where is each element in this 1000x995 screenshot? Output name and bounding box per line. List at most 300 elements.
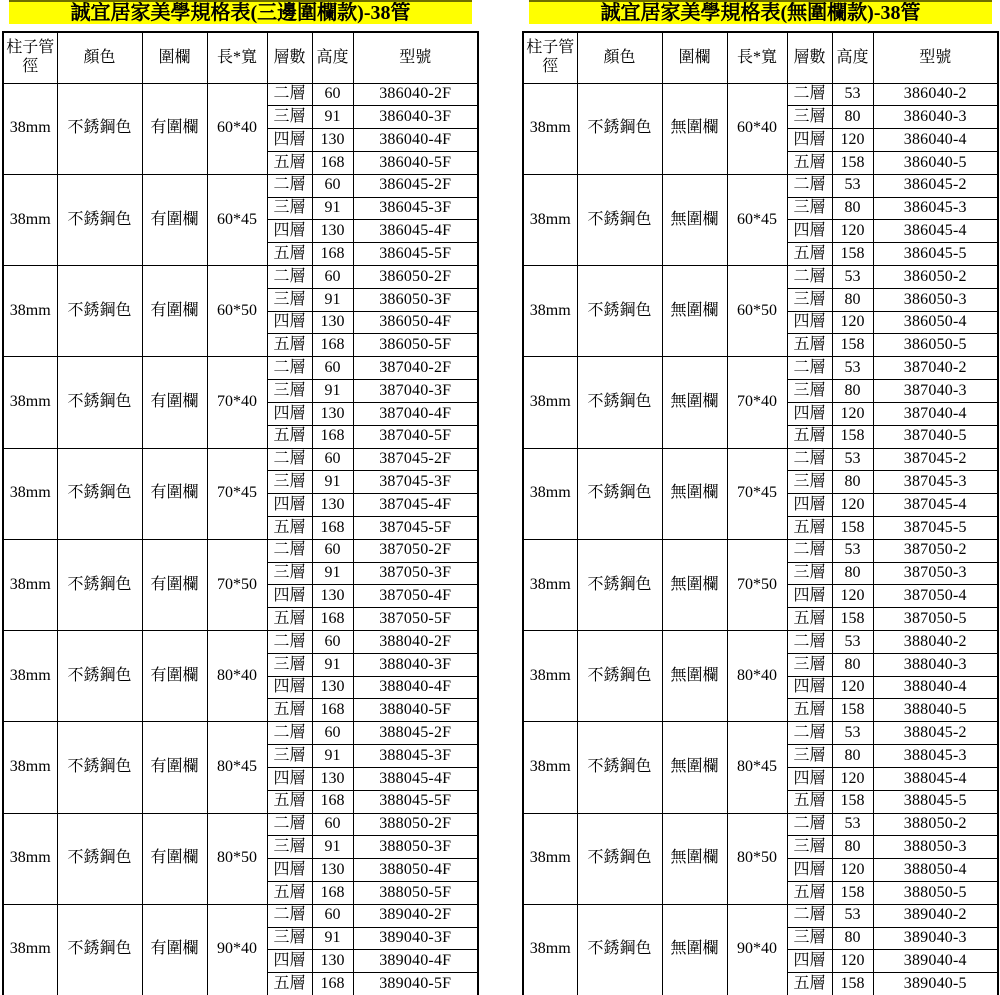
cell-height: 91 — [312, 836, 353, 859]
cell-layers: 二層 — [267, 174, 312, 197]
cell-color: 不銹鋼色 — [57, 904, 142, 995]
table-row — [523, 357, 998, 380]
cell-fence: 有圍欄 — [142, 722, 207, 813]
cell-size: 90*40 — [207, 904, 267, 995]
cell-layers: 二層 — [267, 357, 312, 380]
table-row — [3, 266, 478, 289]
cell-fence: 有圍欄 — [142, 631, 207, 722]
cell-layers: 五層 — [787, 151, 832, 174]
cell-fence: 有圍欄 — [142, 448, 207, 539]
cell-model: 386050-5 — [873, 334, 998, 357]
cell-height: 120 — [832, 676, 873, 699]
cell-size: 70*50 — [207, 539, 267, 630]
cell-color: 不銹鋼色 — [57, 266, 142, 357]
cell-color: 不銹鋼色 — [577, 904, 662, 995]
cell-model: 386045-2 — [873, 174, 998, 197]
column-header-size: 長*寬 — [727, 32, 787, 83]
cell-size: 80*50 — [727, 813, 787, 904]
cell-model: 386040-4F — [353, 129, 478, 152]
cell-layers: 五層 — [787, 790, 832, 813]
cell-height: 80 — [832, 106, 873, 129]
cell-layers: 四層 — [267, 676, 312, 699]
cell-height: 91 — [312, 745, 353, 768]
cell-layers: 五層 — [787, 425, 832, 448]
cell-model: 387045-2F — [353, 448, 478, 471]
cell-model: 386045-5F — [353, 243, 478, 266]
cell-model: 388040-2 — [873, 631, 998, 654]
cell-layers: 五層 — [787, 243, 832, 266]
table-title: 誠宜居家美學規格表(三邊圍欄款)-38管 — [9, 0, 472, 24]
cell-size: 60*45 — [727, 174, 787, 265]
table-row — [3, 631, 478, 654]
column-header-layers: 層數 — [787, 32, 832, 83]
cell-layers: 四層 — [787, 767, 832, 790]
cell-layers: 三層 — [267, 745, 312, 768]
cell-diameter: 38mm — [3, 448, 57, 539]
cell-layers: 三層 — [787, 288, 832, 311]
cell-diameter: 38mm — [3, 813, 57, 904]
column-header-layers: 層數 — [267, 32, 312, 83]
cell-height: 80 — [832, 288, 873, 311]
cell-model: 386050-4F — [353, 311, 478, 334]
cell-height: 158 — [832, 608, 873, 631]
cell-model: 388045-4F — [353, 767, 478, 790]
cell-diameter: 38mm — [523, 448, 577, 539]
cell-layers: 二層 — [787, 722, 832, 745]
cell-diameter: 38mm — [3, 174, 57, 265]
cell-model: 387045-3F — [353, 471, 478, 494]
cell-layers: 四層 — [267, 220, 312, 243]
cell-height: 91 — [312, 653, 353, 676]
cell-model: 387045-2 — [873, 448, 998, 471]
cell-height: 130 — [312, 859, 353, 882]
cell-size: 70*45 — [727, 448, 787, 539]
spec-table-right-section — [522, 0, 997, 995]
header-row — [3, 32, 478, 83]
cell-layers: 二層 — [787, 813, 832, 836]
cell-height: 168 — [312, 881, 353, 904]
cell-diameter: 38mm — [523, 631, 577, 722]
cell-fence: 無圍欄 — [662, 631, 727, 722]
cell-layers: 三層 — [787, 653, 832, 676]
cell-diameter: 38mm — [523, 83, 577, 174]
cell-model: 386045-3F — [353, 197, 478, 220]
cell-layers: 三層 — [267, 288, 312, 311]
cell-model: 386050-3 — [873, 288, 998, 311]
table-row — [523, 83, 998, 106]
cell-fence: 無圍欄 — [662, 904, 727, 995]
cell-height: 120 — [832, 585, 873, 608]
cell-diameter: 38mm — [523, 266, 577, 357]
cell-layers: 五層 — [267, 790, 312, 813]
cell-fence: 無圍欄 — [662, 83, 727, 174]
cell-height: 130 — [312, 129, 353, 152]
cell-height: 158 — [832, 243, 873, 266]
cell-layers: 四層 — [787, 311, 832, 334]
cell-model: 387050-5F — [353, 608, 478, 631]
cell-fence: 無圍欄 — [662, 174, 727, 265]
cell-layers: 三層 — [267, 836, 312, 859]
cell-layers: 三層 — [787, 927, 832, 950]
cell-model: 389040-4 — [873, 950, 998, 973]
cell-layers: 五層 — [267, 608, 312, 631]
cell-fence: 無圍欄 — [662, 448, 727, 539]
cell-layers: 三層 — [267, 653, 312, 676]
cell-height: 53 — [832, 539, 873, 562]
table-row — [3, 174, 478, 197]
cell-height: 130 — [312, 676, 353, 699]
cell-color: 不銹鋼色 — [577, 631, 662, 722]
cell-model: 387050-4F — [353, 585, 478, 608]
cell-height: 158 — [832, 790, 873, 813]
cell-model: 387045-4F — [353, 494, 478, 517]
table-row — [523, 539, 998, 562]
cell-layers: 四層 — [787, 676, 832, 699]
column-header-color: 顏色 — [57, 32, 142, 83]
cell-color: 不銹鋼色 — [57, 448, 142, 539]
cell-height: 130 — [312, 311, 353, 334]
cell-height: 120 — [832, 311, 873, 334]
cell-color: 不銹鋼色 — [57, 631, 142, 722]
cell-color: 不銹鋼色 — [57, 174, 142, 265]
column-header-size: 長*寬 — [207, 32, 267, 83]
table-row — [523, 813, 998, 836]
cell-layers: 五層 — [267, 243, 312, 266]
table-row — [523, 448, 998, 471]
cell-height: 168 — [312, 699, 353, 722]
cell-model: 386040-4 — [873, 129, 998, 152]
cell-layers: 二層 — [267, 539, 312, 562]
cell-layers: 五層 — [267, 973, 312, 995]
cell-height: 60 — [312, 448, 353, 471]
cell-fence: 有圍欄 — [142, 813, 207, 904]
cell-height: 120 — [832, 859, 873, 882]
cell-layers: 四層 — [267, 585, 312, 608]
cell-height: 91 — [312, 471, 353, 494]
cell-height: 53 — [832, 448, 873, 471]
cell-height: 158 — [832, 881, 873, 904]
cell-height: 158 — [832, 151, 873, 174]
cell-model: 388050-5F — [353, 881, 478, 904]
cell-layers: 三層 — [267, 927, 312, 950]
table-row — [3, 83, 478, 106]
cell-height: 80 — [832, 197, 873, 220]
cell-height: 158 — [832, 699, 873, 722]
cell-color: 不銹鋼色 — [57, 83, 142, 174]
cell-layers: 四層 — [787, 220, 832, 243]
cell-layers: 五層 — [267, 881, 312, 904]
table-row — [3, 813, 478, 836]
cell-height: 60 — [312, 631, 353, 654]
cell-size: 70*45 — [207, 448, 267, 539]
cell-layers: 二層 — [787, 357, 832, 380]
cell-model: 388040-2F — [353, 631, 478, 654]
cell-layers: 二層 — [787, 631, 832, 654]
cell-layers: 二層 — [787, 539, 832, 562]
cell-model: 389040-2F — [353, 904, 478, 927]
cell-color: 不銹鋼色 — [577, 813, 662, 904]
cell-model: 386045-5 — [873, 243, 998, 266]
cell-model: 387050-2 — [873, 539, 998, 562]
cell-model: 388040-4F — [353, 676, 478, 699]
cell-height: 120 — [832, 402, 873, 425]
cell-model: 388040-5F — [353, 699, 478, 722]
cell-model: 389040-3F — [353, 927, 478, 950]
cell-layers: 三層 — [267, 471, 312, 494]
cell-diameter: 38mm — [523, 904, 577, 995]
cell-layers: 二層 — [787, 266, 832, 289]
cell-size: 80*45 — [727, 722, 787, 813]
cell-height: 168 — [312, 608, 353, 631]
cell-color: 不銹鋼色 — [577, 357, 662, 448]
cell-height: 130 — [312, 220, 353, 243]
cell-height: 91 — [312, 562, 353, 585]
cell-layers: 三層 — [267, 106, 312, 129]
cell-model: 388050-3 — [873, 836, 998, 859]
cell-color: 不銹鋼色 — [57, 813, 142, 904]
cell-size: 70*40 — [727, 357, 787, 448]
cell-layers: 三層 — [267, 562, 312, 585]
cell-height: 60 — [312, 813, 353, 836]
table-row — [523, 722, 998, 745]
cell-layers: 二層 — [267, 83, 312, 106]
column-header-color: 顏色 — [577, 32, 662, 83]
cell-size: 80*40 — [727, 631, 787, 722]
cell-layers: 三層 — [787, 745, 832, 768]
cell-color: 不銹鋼色 — [577, 448, 662, 539]
cell-color: 不銹鋼色 — [577, 83, 662, 174]
cell-diameter: 38mm — [3, 722, 57, 813]
cell-model: 388040-3F — [353, 653, 478, 676]
cell-model: 387045-5 — [873, 516, 998, 539]
cell-height: 60 — [312, 266, 353, 289]
cell-model: 389040-5 — [873, 973, 998, 995]
cell-fence: 無圍欄 — [662, 813, 727, 904]
cell-layers: 五層 — [267, 516, 312, 539]
cell-height: 168 — [312, 334, 353, 357]
cell-height: 60 — [312, 904, 353, 927]
cell-height: 91 — [312, 380, 353, 403]
cell-diameter: 38mm — [3, 357, 57, 448]
cell-layers: 五層 — [267, 699, 312, 722]
cell-fence: 有圍欄 — [142, 539, 207, 630]
cell-diameter: 38mm — [3, 266, 57, 357]
cell-height: 91 — [312, 106, 353, 129]
cell-layers: 三層 — [787, 197, 832, 220]
cell-fence: 有圍欄 — [142, 357, 207, 448]
cell-diameter: 38mm — [3, 83, 57, 174]
cell-model: 387040-2 — [873, 357, 998, 380]
cell-model: 386050-2 — [873, 266, 998, 289]
table-row — [523, 631, 998, 654]
cell-size: 60*50 — [207, 266, 267, 357]
cell-layers: 四層 — [787, 859, 832, 882]
cell-model: 386050-4 — [873, 311, 998, 334]
cell-model: 387040-2F — [353, 357, 478, 380]
cell-color: 不銹鋼色 — [57, 539, 142, 630]
cell-height: 60 — [312, 539, 353, 562]
cell-model: 388040-3 — [873, 653, 998, 676]
cell-height: 53 — [832, 813, 873, 836]
cell-size: 60*40 — [727, 83, 787, 174]
table-row — [523, 174, 998, 197]
cell-height: 53 — [832, 174, 873, 197]
cell-diameter: 38mm — [523, 174, 577, 265]
cell-layers: 三層 — [267, 197, 312, 220]
cell-height: 91 — [312, 197, 353, 220]
cell-fence: 無圍欄 — [662, 357, 727, 448]
cell-model: 387050-3 — [873, 562, 998, 585]
cell-model: 388050-3F — [353, 836, 478, 859]
cell-height: 91 — [312, 288, 353, 311]
cell-model: 389040-2 — [873, 904, 998, 927]
cell-model: 389040-4F — [353, 950, 478, 973]
cell-diameter: 38mm — [523, 722, 577, 813]
cell-height: 130 — [312, 950, 353, 973]
cell-layers: 五層 — [787, 608, 832, 631]
cell-model: 387050-4 — [873, 585, 998, 608]
cell-height: 168 — [312, 973, 353, 995]
column-header-diameter: 柱子管徑 — [523, 32, 577, 83]
column-header-fence: 圍欄 — [142, 32, 207, 83]
cell-height: 168 — [312, 151, 353, 174]
cell-height: 120 — [832, 129, 873, 152]
cell-model: 388045-5 — [873, 790, 998, 813]
cell-height: 53 — [832, 722, 873, 745]
cell-model: 388040-4 — [873, 676, 998, 699]
cell-fence: 無圍欄 — [662, 266, 727, 357]
cell-height: 168 — [312, 790, 353, 813]
cell-height: 60 — [312, 357, 353, 380]
cell-model: 387050-5 — [873, 608, 998, 631]
cell-height: 158 — [832, 973, 873, 995]
column-header-diameter: 柱子管徑 — [3, 32, 57, 83]
cell-model: 388050-2F — [353, 813, 478, 836]
cell-layers: 二層 — [787, 83, 832, 106]
cell-color: 不銹鋼色 — [577, 722, 662, 813]
table-row — [3, 722, 478, 745]
cell-height: 80 — [832, 380, 873, 403]
cell-layers: 二層 — [787, 904, 832, 927]
cell-color: 不銹鋼色 — [577, 539, 662, 630]
cell-model: 388045-3F — [353, 745, 478, 768]
cell-model: 388050-4 — [873, 859, 998, 882]
cell-model: 386040-5 — [873, 151, 998, 174]
table-row — [523, 904, 998, 927]
cell-height: 168 — [312, 243, 353, 266]
cell-layers: 二層 — [787, 448, 832, 471]
cell-height: 168 — [312, 516, 353, 539]
cell-layers: 二層 — [267, 722, 312, 745]
cell-layers: 四層 — [267, 494, 312, 517]
cell-model: 386050-5F — [353, 334, 478, 357]
cell-layers: 四層 — [787, 494, 832, 517]
cell-model: 387040-3 — [873, 380, 998, 403]
cell-layers: 五層 — [787, 881, 832, 904]
cell-color: 不銹鋼色 — [57, 357, 142, 448]
cell-diameter: 38mm — [3, 631, 57, 722]
cell-diameter: 38mm — [3, 539, 57, 630]
cell-model: 388045-5F — [353, 790, 478, 813]
cell-model: 388045-2F — [353, 722, 478, 745]
cell-model: 386040-3 — [873, 106, 998, 129]
cell-height: 80 — [832, 836, 873, 859]
spec-table — [522, 31, 999, 995]
cell-model: 386050-3F — [353, 288, 478, 311]
cell-height: 53 — [832, 357, 873, 380]
cell-height: 80 — [832, 927, 873, 950]
header-row — [523, 32, 998, 83]
cell-model: 386040-5F — [353, 151, 478, 174]
cell-layers: 二層 — [267, 631, 312, 654]
cell-model: 387045-4 — [873, 494, 998, 517]
cell-fence: 有圍欄 — [142, 266, 207, 357]
cell-model: 387040-5F — [353, 425, 478, 448]
cell-size: 70*50 — [727, 539, 787, 630]
cell-layers: 二層 — [267, 448, 312, 471]
cell-diameter: 38mm — [523, 357, 577, 448]
cell-height: 80 — [832, 562, 873, 585]
cell-color: 不銹鋼色 — [577, 266, 662, 357]
cell-layers: 五層 — [787, 334, 832, 357]
cell-layers: 二層 — [267, 813, 312, 836]
cell-model: 386045-2F — [353, 174, 478, 197]
cell-layers: 四層 — [787, 950, 832, 973]
cell-layers: 四層 — [267, 311, 312, 334]
cell-model: 388045-2 — [873, 722, 998, 745]
cell-height: 60 — [312, 83, 353, 106]
cell-model: 388050-4F — [353, 859, 478, 882]
cell-layers: 五層 — [267, 151, 312, 174]
spec-table-left-section — [2, 0, 477, 995]
cell-height: 120 — [832, 767, 873, 790]
cell-height: 53 — [832, 631, 873, 654]
cell-model: 389040-5F — [353, 973, 478, 995]
cell-height: 60 — [312, 722, 353, 745]
cell-fence: 無圍欄 — [662, 722, 727, 813]
cell-layers: 四層 — [787, 402, 832, 425]
cell-size: 80*45 — [207, 722, 267, 813]
cell-height: 120 — [832, 220, 873, 243]
cell-height: 53 — [832, 83, 873, 106]
cell-size: 60*40 — [207, 83, 267, 174]
cell-height: 80 — [832, 745, 873, 768]
cell-layers: 四層 — [267, 950, 312, 973]
cell-layers: 三層 — [787, 106, 832, 129]
cell-size: 90*40 — [727, 904, 787, 995]
table-row — [523, 266, 998, 289]
cell-size: 80*40 — [207, 631, 267, 722]
cell-model: 386045-3 — [873, 197, 998, 220]
column-header-height: 高度 — [832, 32, 873, 83]
cell-layers: 四層 — [267, 129, 312, 152]
cell-diameter: 38mm — [523, 813, 577, 904]
cell-model: 388040-5 — [873, 699, 998, 722]
cell-fence: 無圍欄 — [662, 539, 727, 630]
cell-model: 387040-5 — [873, 425, 998, 448]
cell-model: 389040-3 — [873, 927, 998, 950]
cell-layers: 三層 — [787, 562, 832, 585]
table-title: 誠宜居家美學規格表(無圍欄款)-38管 — [529, 0, 992, 24]
cell-height: 130 — [312, 402, 353, 425]
column-header-model: 型號 — [353, 32, 478, 83]
cell-color: 不銹鋼色 — [577, 174, 662, 265]
cell-model: 387040-4 — [873, 402, 998, 425]
cell-model: 388050-5 — [873, 881, 998, 904]
cell-diameter: 38mm — [3, 904, 57, 995]
cell-model: 387050-2F — [353, 539, 478, 562]
cell-height: 158 — [832, 425, 873, 448]
